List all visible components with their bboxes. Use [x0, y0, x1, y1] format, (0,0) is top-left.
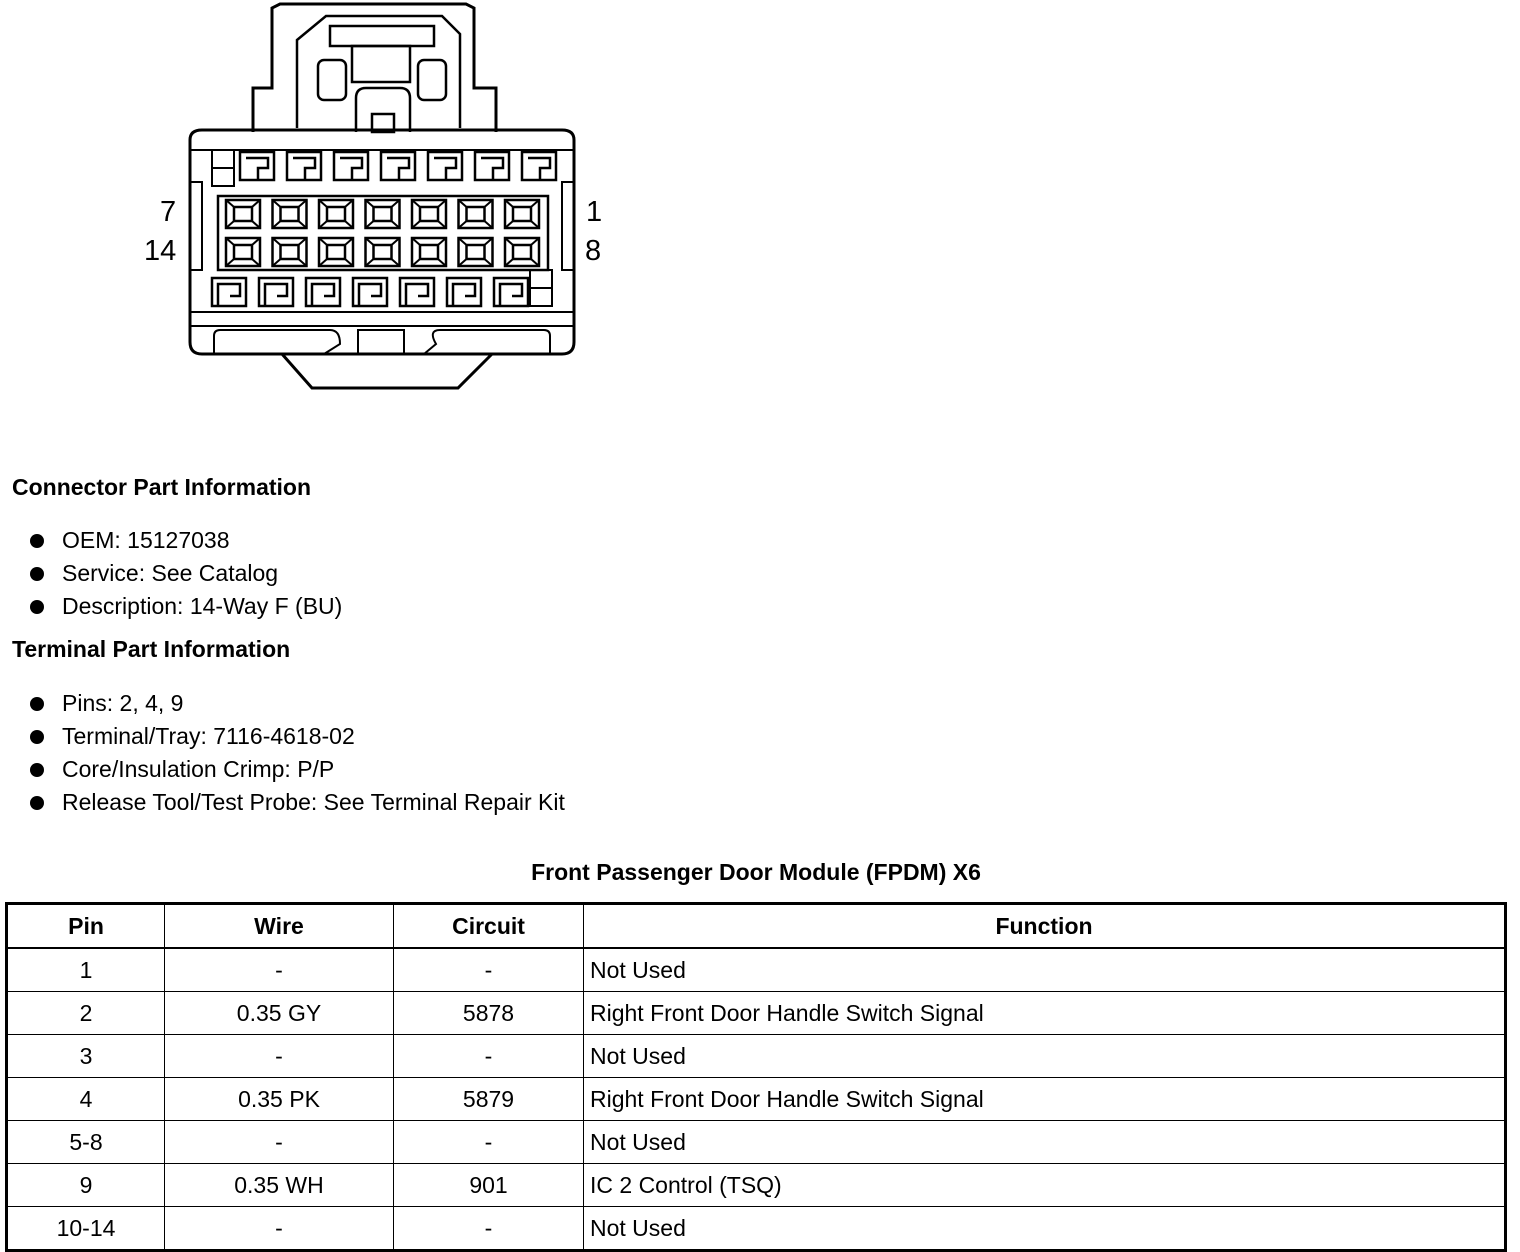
terminal-cavity-inner	[234, 207, 252, 221]
list-item: Terminal/Tray: 7116-4618-02	[28, 720, 565, 753]
cell-pin: 2	[7, 992, 165, 1035]
cell-circuit: 5878	[394, 992, 584, 1035]
cell-pin: 4	[7, 1078, 165, 1121]
cell-function: Not Used	[584, 1121, 1506, 1164]
terminal-cavity-inner	[513, 207, 531, 221]
pin-label-1: 1	[586, 196, 603, 228]
cell-circuit: -	[394, 1035, 584, 1078]
table-row	[7, 1035, 1506, 1078]
cell-circuit: -	[394, 1121, 584, 1164]
list-item: OEM: 15127038	[28, 524, 342, 557]
terminal-cavity-inner	[327, 207, 345, 221]
pin-function-table	[5, 902, 1507, 1252]
cell-pin: 1	[7, 948, 165, 992]
terminal-cavity-inner	[467, 245, 485, 259]
terminal-cavity-inner	[467, 207, 485, 221]
header-circuit: Circuit	[394, 904, 584, 949]
list-item: Description: 14-Way F (BU)	[28, 590, 342, 623]
cell-circuit: -	[394, 948, 584, 992]
terminal-cavity-inner	[281, 207, 299, 221]
table-row	[7, 1078, 1506, 1121]
terminal-cavity-inner	[513, 245, 531, 259]
header-pin: Pin	[7, 904, 165, 949]
cell-wire: -	[165, 1207, 394, 1251]
cell-wire: -	[165, 948, 394, 992]
cell-pin: 5-8	[7, 1121, 165, 1164]
pin-label-8: 8	[585, 235, 602, 267]
cell-pin: 10-14	[7, 1207, 165, 1251]
cell-pin: 9	[7, 1164, 165, 1207]
cell-function: Not Used	[584, 1207, 1506, 1251]
cell-wire: -	[165, 1121, 394, 1164]
cell-function: Right Front Door Handle Switch Signal	[584, 992, 1506, 1035]
terminal-cavity-inner	[234, 245, 252, 259]
table-title: Front Passenger Door Module (FPDM) X6	[531, 859, 981, 885]
cell-function: Right Front Door Handle Switch Signal	[584, 1078, 1506, 1121]
pin-label-7: 7	[160, 196, 177, 228]
cell-wire: 0.35 WH	[165, 1164, 394, 1207]
terminal-cavity-inner	[327, 245, 345, 259]
terminal-cavity-inner	[281, 245, 299, 259]
cell-circuit: 5879	[394, 1078, 584, 1121]
cell-circuit: 901	[394, 1164, 584, 1207]
terminal-info-title: Terminal Part Information	[12, 636, 291, 662]
cell-function: Not Used	[584, 1035, 1506, 1078]
list-item: Release Tool/Test Probe: See Terminal Repair Kit	[28, 786, 565, 819]
connector-info-title: Connector Part Information	[12, 474, 312, 500]
table-row	[7, 948, 1506, 992]
list-item: Service: See Catalog	[28, 557, 342, 590]
table-row	[7, 992, 1506, 1035]
terminal-cavity-inner	[420, 245, 438, 259]
header-wire: Wire	[165, 904, 394, 949]
terminal-info-list	[28, 687, 565, 819]
connector-info-list	[28, 524, 342, 623]
table-header-row	[7, 904, 1506, 949]
cell-pin: 3	[7, 1035, 165, 1078]
terminal-cavity-inner	[374, 207, 392, 221]
list-item: Core/Insulation Crimp: P/P	[28, 753, 565, 786]
cell-circuit: -	[394, 1207, 584, 1251]
table-row	[7, 1164, 1506, 1207]
terminal-cavity-inner	[420, 207, 438, 221]
table-row	[7, 1207, 1506, 1251]
cell-function: Not Used	[584, 948, 1506, 992]
table-row	[7, 1121, 1506, 1164]
pin-label-14: 14	[144, 235, 177, 267]
cell-wire: 0.35 PK	[165, 1078, 394, 1121]
connector-face-diagram	[0, 0, 640, 400]
cell-wire: -	[165, 1035, 394, 1078]
list-item: Pins: 2, 4, 9	[28, 687, 565, 720]
header-function: Function	[584, 904, 1506, 949]
cell-wire: 0.35 GY	[165, 992, 394, 1035]
cell-function: IC 2 Control (TSQ)	[584, 1164, 1506, 1207]
terminal-cavity-inner	[374, 245, 392, 259]
